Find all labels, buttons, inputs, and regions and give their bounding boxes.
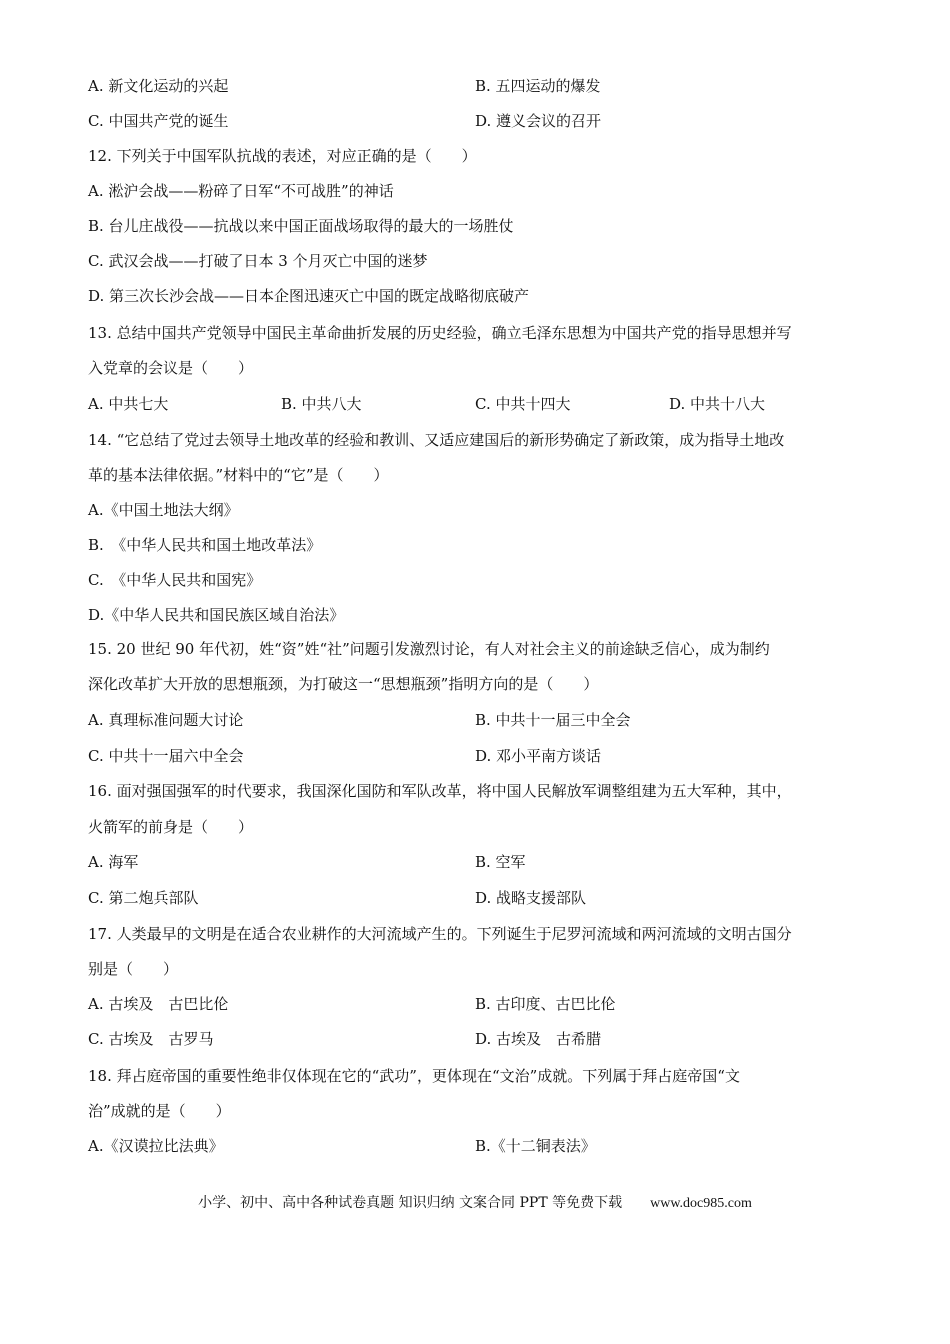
footer-site-link[interactable]: www.doc985.com <box>650 1196 752 1211</box>
q12-option-a: A. 淞沪会战——粉碎了日军“不可战胜”的神话 <box>88 182 394 200</box>
page-footer <box>0 1192 950 1212</box>
q16-option-a: A. 海军 <box>88 853 139 871</box>
q12-option-b: B. 台儿庄战役——抗战以来中国正面战场取得的最大的一场胜仗 <box>88 217 514 235</box>
q12-option-c: C. 武汉会战——打破了日本 3 个月灭亡中国的迷梦 <box>88 252 428 270</box>
q18-stem-line2: 治”成就的是（ ） <box>88 1102 231 1120</box>
q16-stem-line2: 火箭军的前身是（ ） <box>88 818 254 836</box>
q14-option-c: C. 《中华人民共和国宪》 <box>88 571 262 589</box>
q11-option-a: A. 新文化运动的兴起 <box>88 77 229 95</box>
q14-option-b: B. 《中华人民共和国土地改革法》 <box>88 536 322 554</box>
q11-option-b: B. 五四运动的爆发 <box>475 77 601 95</box>
q15-stem-line1: 15. 20 世纪 90 年代初，姓“资”姓“社”问题引发激烈讨论，有人对社会主义的前途缺乏信心，成为制约 <box>88 640 770 658</box>
q17-stem-line1: 17. 人类最早的文明是在适合农业耕作的大河流域产生的。下列诞生于尼罗河流域和两河流域的文明古国分 <box>88 925 792 943</box>
q14-option-d: D.《中华人民共和国民族区域自治法》 <box>88 606 345 624</box>
q14-stem-line1: 14. “它总结了党过去领导土地改革的经验和教训、又适应建国后的新形势确定了新政策，成为指导土地改 <box>88 431 785 449</box>
q16-stem-line1: 16. 面对强国强军的时代要求，我国深化国防和军队改革，将中国人民解放军调整组建为五大军种，其中， <box>88 782 792 800</box>
q18-option-b: B.《十二铜表法》 <box>475 1137 596 1155</box>
q13-stem-line2: 入党章的会议是（ ） <box>88 359 254 377</box>
q15-option-d: D. 邓小平南方谈话 <box>475 747 602 765</box>
q16-option-d: D. 战略支援部队 <box>475 889 587 907</box>
q11-option-d: D. 遵义会议的召开 <box>475 112 602 130</box>
q13-option-d: D. 中共十八大 <box>669 395 766 413</box>
q14-option-a: A.《中国土地法大纲》 <box>88 501 239 519</box>
q15-option-a: A. 真理标准问题大讨论 <box>88 711 244 729</box>
q13-stem-line1: 13. 总结中国共产党领导中国民主革命曲折发展的历史经验，确立毛泽东思想为中国共产党的指导思想并写 <box>88 324 792 342</box>
q14-stem-line2: 革的基本法律依据。”材料中的“它”是（ ） <box>88 466 389 484</box>
q16-option-b: B. 空军 <box>475 853 526 871</box>
q11-option-c: C. 中国共产党的诞生 <box>88 112 229 130</box>
q12-option-d: D. 第三次长沙会战——日本企图迅速灭亡中国的既定战略彻底破产 <box>88 287 530 305</box>
q17-option-a: A. 古埃及 古巴比伦 <box>88 995 229 1013</box>
q13-option-b: B. 中共八大 <box>281 395 362 413</box>
q17-option-d: D. 古埃及 古希腊 <box>475 1030 602 1048</box>
q17-stem-line2: 别是（ ） <box>88 960 179 978</box>
q15-option-b: B. 中共十一届三中全会 <box>475 711 631 729</box>
q16-option-c: C. 第二炮兵部队 <box>88 889 199 907</box>
q17-option-b: B. 古印度、古巴比伦 <box>475 995 616 1013</box>
q15-option-c: C. 中共十一届六中全会 <box>88 747 244 765</box>
q18-stem-line1: 18. 拜占庭帝国的重要性绝非仅体现在它的“武功”，更体现在“文治”成就。下列属于拜占庭帝国“文 <box>88 1067 740 1085</box>
footer-text: 小学、初中、高中各种试卷真题 知识归纳 文案合同 PPT 等免费下载 <box>198 1195 623 1211</box>
q13-option-a: A. 中共七大 <box>88 395 169 413</box>
q12-stem: 12. 下列关于中国军队抗战的表述，对应正确的是（ ） <box>88 147 477 165</box>
q18-option-a: A.《汉谟拉比法典》 <box>88 1137 224 1155</box>
q17-option-c: C. 古埃及 古罗马 <box>88 1030 214 1048</box>
q15-stem-line2: 深化改革扩大开放的思想瓶颈，为打破这一“思想瓶颈”指明方向的是（ ） <box>88 675 599 693</box>
q13-option-c: C. 中共十四大 <box>475 395 571 413</box>
